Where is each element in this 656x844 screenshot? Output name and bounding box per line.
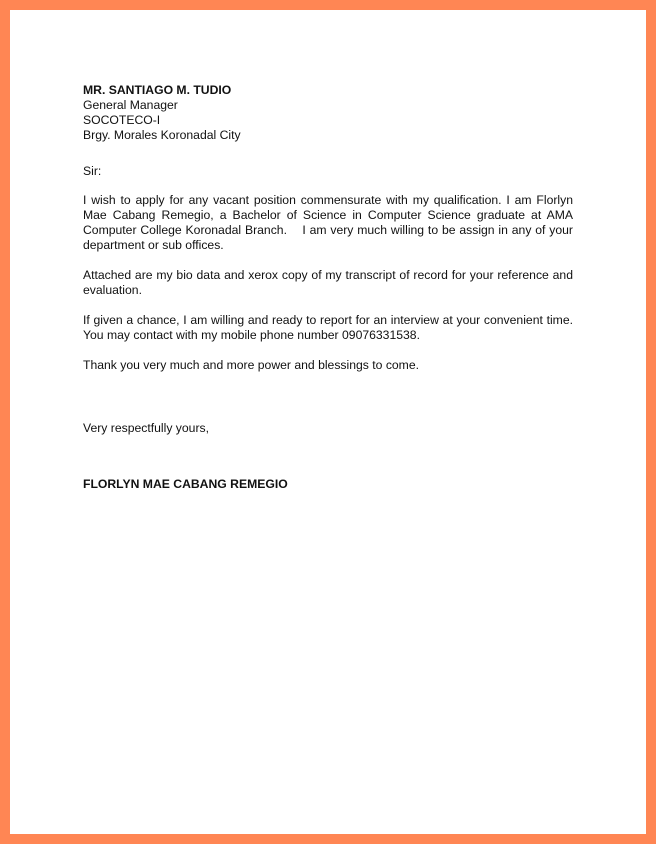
body-paragraph-3: If given a chance, I am willing and ready to report for an interview at your convenient time. You may contact with my mobile phone number 09076331538. [83, 313, 573, 342]
recipient-address: Brgy. Morales Koronadal City [83, 128, 241, 142]
letter-page [83, 83, 577, 492]
recipient-title: General Manager [83, 98, 178, 112]
body-paragraph-1: I wish to apply for any vacant position commensurate with my qualification. I am Florlyn Mae Cabang Remegio, a Bachelor of Science in Computer Science graduate at AMA Computer College Koronadal Branch. I am very much willing to be assign in any of your department or sub offices. [83, 193, 577, 252]
greeting: Sir: [83, 164, 102, 178]
body-paragraph-2: Attached are my bio data and xerox copy of my transcript of record for your reference and evaluation. [83, 268, 573, 297]
body-paragraph-4: Thank you very much and more power and blessings to come. [83, 358, 420, 372]
recipient-organization: SOCOTECO-I [83, 113, 161, 127]
closing: Very respectfully yours, [83, 421, 209, 435]
recipient-name: MR. SANTIAGO M. TUDIO [83, 83, 232, 97]
signature-name: FLORLYN MAE CABANG REMEGIO [83, 477, 288, 491]
